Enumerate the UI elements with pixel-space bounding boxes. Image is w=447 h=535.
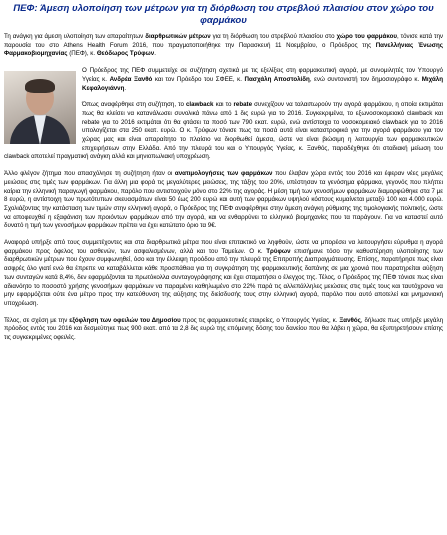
text-run: Ο Πρόεδρος της ΠΕΦ συμμετείχε σε συζήτηση σχετικά με τις εξελίξεις στη φαρμακευτική αγορά, με συνομιλητές τον Υπουργό Υγείας κ. [82,67,443,83]
bold-text: Πανελλήνιας Ένωσης Φαρμακοβιομηχανίας [4,41,443,58]
bold-text: Ανδρέα Ξανθό [109,75,153,83]
bold-text: Θεόδωρος Τρύφων [96,50,155,58]
text-run: Άλλο φλέγον ζήτημα που απασχόλησε τη συζήτηση ήταν οι [4,170,175,178]
bold-text: Μιχάλη Κεφαλογιάννη [82,75,443,92]
text-run: . [154,50,156,58]
bold-text: χώρο του φαρμάκου [336,33,397,40]
bold-text: Τρύφων [266,247,291,255]
text-run: επισήμανε τόσο την καθυστέρηση υλοποίησης των διαρθρωτικών μέτρων που έχουν συμφωνηθεί, όσο και την έλλειψη προόδου από την πλευρά της Επιτροπής Διαπραγμάτευσης. Επίσης, παρατήρησε πως είναι ασφρές όλο γιατί ενώ θα έπρεπε να καταβάλλεται κάθε προσπάθεια για τη συγκράτηση της φαρμακευτικής δαπάνης σε μια χρονιά που παρατηρείται αύξηση των συνταγών κατά 8,4%, δεν εφαρμόζονται τα πρωτόκολλα συνταγογράφησης και έχει σταματήσει ο έλεγχος της. Τέλος, ο Πρόεδρος της ΠΕΦ τόνισε πως είναι αδιανόητο το ποσοστό χρήσης γενοσήμων φαρμάκων να παραμένει καθηλωμένο στο 22% παρά τις αλλεπάλληλες μειώσεις στις τιμές τους και ταυτόχρονα να μην εφαρμόζεται ούτε ένα μέτρο προς την κατεύθυνση της αύξησης της διείσδυσής τους στην ελληνική αγορά, παρόλο που αυτό αποτελεί και μνημονιακή υποχρέωση. [4,247,443,307]
text-run: για τη διόρθωση του στρεβλού πλαισίου στο [210,33,337,40]
text-run: συνεχίζουν να ταλαιπωρούν την αγορά φαρμάκου, η οποία εκτιμάται πως θα κλείσει να κατανάλωσει συνολικά πάνω από 1 δις ευρώ για το 2016. Συγκεκριμένα, το εξωνοσοκομειακό clawback και rebate για το 2016 εκτιμάται ότι θα φτάσει τα ποσό των 790 εκατ. ευρώ, ενώ αντίστοιχα το νοσοκομειακό clawback για το 2016 υπολογίζεται στα 250 εκατ. ευρώ. Ο κ. Τρύφων τόνισε πως τα ποσά αυτά είναι καταστροφικά για την αγορά φαρμάκου για τον χώρας μας και είναι απαραίτητο το πλαίσιο να διορθωθεί άμεσα, ώστε να είναι βιώσιμη η λειτουργία των φαρμακευτικών επιχειρήσεων στην Ελλάδα. Από την πλευρά του και ο Υπουργός Υγείας, κ. Ξανθός, παραδέχθηκε ότι σταδιακή μείωση του clawback αποτελεί πραγματική ανάγκη αλλά και μηνιοπωλιακή υποχρέωση. [4,101,443,161]
paragraph-pricing [4,170,443,231]
bold-text: Ξανθός [339,316,361,324]
text-run: Αναφορά υπήρξε από τους συμμετέχοντες και στα διαρθρωτικά μέτρα που είναι επιτακτικό να ληφθούν, ώστε να μπορέσει να λειτουργήσει εύρυθμα η αγορά φαρμάκου προς όφελος του ασθενών, των ασφαλισμένων, αλλά και του Ταμείων. Ο κ. [4,239,443,255]
text-run: . [124,84,127,92]
paragraph-structural-measures [4,239,443,309]
bold-text: διαρθρωτικών μέτρων [145,33,211,40]
text-run: που έλαβαν χώρα εντός του 2016 και έφεραν νέες μεγάλες μειώσεις στις τιμές των φαρμάκων. Για άλλη μια φορά τις μεγαλύτερες μειώσεις, της τάξης του 20%, υπέστησαν τα γενόσημα φάρμακα, γεγονός που πλήττει καίρια την ελληνική παραγωγή φαρμάκου, παρόλο που αντιστοιχούν μόνο στο 22% της αγοράς. Η μέση τιμή των γενοσήμων φαρμάκων διαμορφώθηκε στα 7 με 8 ευρώ, η αντίστοιχη των πρωτότυπων σκευασμάτων είναι 50 έως 200 ευρώ και αυτή των φαρμάκων υψηλού κόστους κυμαίνεται μεταξύ 100 και 4.000 ευρώ. Σχολιάζοντας την κατάσταση των τιμών στην ελληνική αγορά, ο Πρόεδρος της ΠΕΦ αναφέρθηκε στην άμεση ανάγκη ρύθμισης της τιμολογιακής πολιτικής, ώστε να αποφευχθεί η εξαφάνιση των προιόντων φαρμάκων από την αγορά, και να ενθαρρύνει το ελληνικό βιομηχανίες που τα παράγουν. Για να καταστεί αυτό δυνατό η τιμή των γενοσήμων φαρμάκων πρέπει να έχει κατώτατο όριο τα 9€. [4,170,443,230]
text-run: Τη ανάγκη για άμεση υλοποίηση των απαραίτητων [4,33,146,40]
bold-text: ανατιμολογήσεις των φαρμάκων [174,170,273,178]
text-run: Τέλος, σε σχέση με την [4,316,70,324]
bold-text: rebate [233,101,253,109]
text-run: (ΠΕΦ), κ. [67,50,97,58]
text-run: Όπως αναφέρθηκε στη συζήτηση, το [82,101,186,109]
portrait-photo [4,71,76,144]
bold-text: Πασχάλη Αποστολίδη [244,75,310,83]
text-run: προς τις φαρμακευτικές εταιρείες, ο Υπουργός Υγείας, κ. [180,316,340,324]
bold-text: clawback [185,101,214,109]
paragraph-debt-repayment [4,317,443,343]
paragraph-intro [4,33,443,59]
text-run: και το [213,101,234,109]
article-title: ΠΕΦ: Άμεση υλοποίηση των μέτρων για τη διόρθωση του στρεβλού πλαισίου στον χώρο του φαρμάκου [13,3,434,26]
bold-text: εξόφληση των οφειλών του Δημοσίου [69,316,181,324]
text-run: , ενώ συντονιστή τον δημοσιογράφο κ. [309,75,422,83]
text-run: και τον Πρόεδρο του ΣΦΕΕ, κ. [152,75,245,83]
text-run: , δήλωσε πως υπήρξε μεγάλη πρόοδος εντός του 2016 και δεσμεύτηκε πως 900 εκατ. από τα 2,8 δις ευρώ της επόμενης δόσης του δανείου που θα λάβει η χώρα, θα εξυπηρετήσουν επίσης τις συγκεκριμένες οφειλές. [4,316,444,342]
text-run: , τόνισε κατά την παρουσία του στο Athens Health Forum 2016, που πραγματοποιήθηκε την Παρασκευή 11 Νοεμβρίου, ο Πρόεδρος της [4,33,443,49]
photo-section [4,67,443,170]
